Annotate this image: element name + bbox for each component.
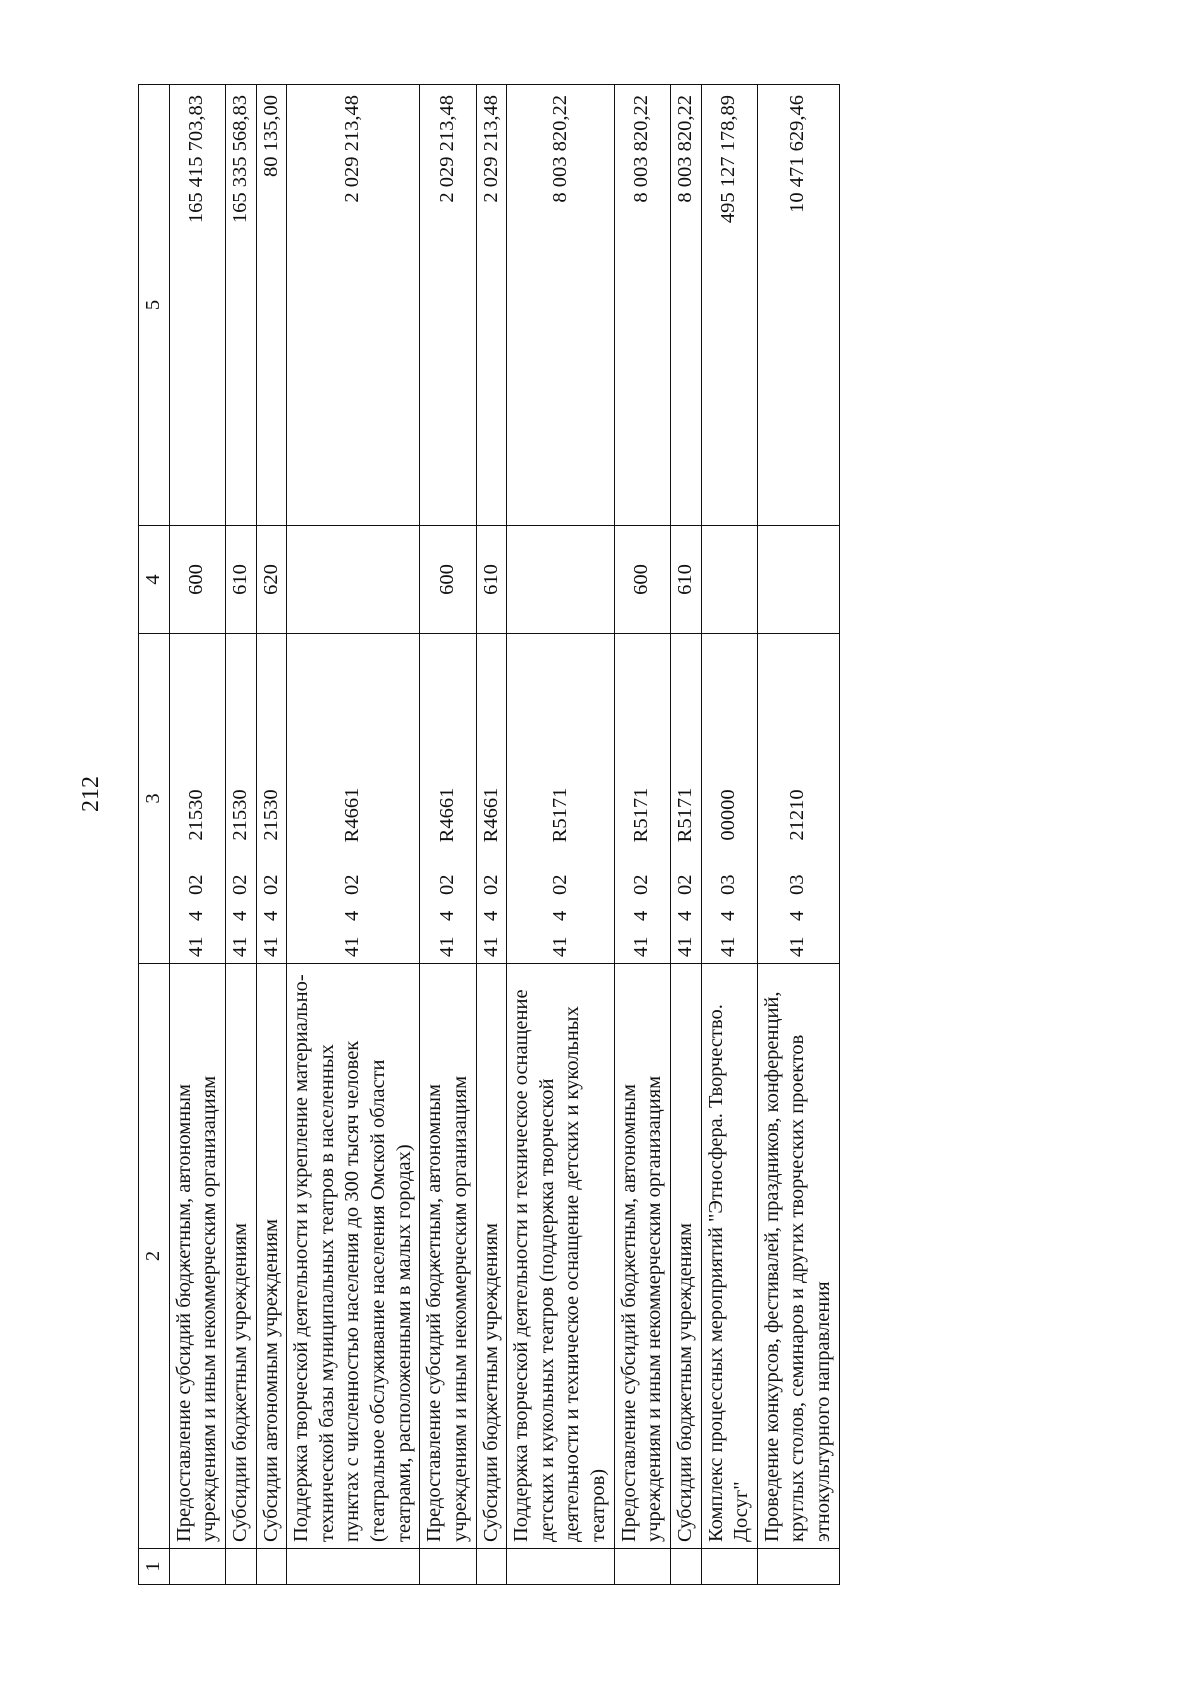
header-col-3: 3 bbox=[139, 634, 170, 964]
table-row bbox=[287, 85, 420, 1585]
code-part: 21530 bbox=[259, 789, 282, 841]
cell-number bbox=[701, 1549, 757, 1585]
code-part: R4661 bbox=[341, 787, 364, 843]
code-part: 41 bbox=[548, 936, 571, 957]
budget-table-container bbox=[138, 85, 976, 1585]
header-col-1: 1 bbox=[139, 1549, 170, 1585]
cell-amount: 10 471 629,46 bbox=[757, 85, 839, 526]
code-part: R4661 bbox=[479, 787, 502, 843]
table-header-row bbox=[139, 85, 170, 1585]
cell-name: Комплекс процессных мероприятий "Этносфера. Творчество. Досуг" bbox=[701, 964, 757, 1549]
header-col-5: 5 bbox=[139, 85, 170, 526]
code-part: 41 bbox=[259, 936, 282, 957]
cell-code bbox=[614, 634, 670, 964]
code-part: 4 bbox=[717, 910, 740, 921]
cell-expense-type: 600 bbox=[169, 526, 225, 634]
code-part: 4 bbox=[786, 910, 809, 921]
code-part: 02 bbox=[341, 874, 364, 895]
cell-code bbox=[507, 634, 615, 964]
code-part: R5171 bbox=[630, 787, 653, 843]
code-part: 02 bbox=[479, 874, 502, 895]
code-part: 02 bbox=[630, 874, 653, 895]
code-part: 02 bbox=[436, 874, 459, 895]
table-row bbox=[507, 85, 615, 1585]
cell-amount: 80 135,00 bbox=[256, 85, 287, 526]
code-part: 4 bbox=[548, 910, 571, 921]
code-part: 02 bbox=[673, 874, 696, 895]
code-part: R5171 bbox=[548, 787, 571, 843]
cell-name: Поддержка творческой деятельности и укрепление материально-технической базы муниципальных театров в населенных пунктах с численностью населения до 300 тысяч человек (театральное обслуживание населения Омской области театрами, расположенными в малых городах) bbox=[287, 964, 420, 1549]
code-part: 02 bbox=[228, 874, 251, 895]
code-part: 02 bbox=[185, 874, 208, 895]
page-number: 212 bbox=[78, 776, 104, 812]
cell-name: Субсидии бюджетным учреждениям bbox=[225, 964, 256, 1549]
cell-amount: 165 415 703,83 bbox=[169, 85, 225, 526]
cell-name: Предоставление субсидий бюджетным, автономным учреждениям и иным некоммерческим организациям bbox=[614, 964, 670, 1549]
cell-code bbox=[225, 634, 256, 964]
code-part: 41 bbox=[673, 936, 696, 957]
cell-name: Субсидии бюджетным учреждениям bbox=[670, 964, 701, 1549]
header-col-4: 4 bbox=[139, 526, 170, 634]
code-part: 4 bbox=[185, 910, 208, 921]
cell-number bbox=[225, 1549, 256, 1585]
cell-code bbox=[169, 634, 225, 964]
cell-amount: 8 003 820,22 bbox=[670, 85, 701, 526]
code-part: 21530 bbox=[185, 789, 208, 841]
code-part: 41 bbox=[630, 936, 653, 957]
cell-code bbox=[256, 634, 287, 964]
code-part: 41 bbox=[185, 936, 208, 957]
code-part: 02 bbox=[259, 874, 282, 895]
code-part: R4661 bbox=[436, 787, 459, 843]
cell-number bbox=[670, 1549, 701, 1585]
cell-number bbox=[614, 1549, 670, 1585]
code-part: 41 bbox=[228, 936, 251, 957]
cell-code bbox=[476, 634, 507, 964]
cell-amount: 2 029 213,48 bbox=[420, 85, 476, 526]
cell-name: Субсидии бюджетным учреждениям bbox=[476, 964, 507, 1549]
code-part: 4 bbox=[228, 910, 251, 921]
cell-number bbox=[169, 1549, 225, 1585]
cell-expense-type bbox=[701, 526, 757, 634]
table-row bbox=[701, 85, 757, 1585]
cell-code bbox=[287, 634, 420, 964]
code-part: 03 bbox=[786, 874, 809, 895]
table-row bbox=[757, 85, 839, 1585]
code-part: 4 bbox=[479, 910, 502, 921]
table-row bbox=[256, 85, 287, 1585]
code-part: 4 bbox=[259, 910, 282, 921]
cell-amount: 8 003 820,22 bbox=[507, 85, 615, 526]
table-row bbox=[614, 85, 670, 1585]
cell-amount: 2 029 213,48 bbox=[476, 85, 507, 526]
cell-expense-type bbox=[757, 526, 839, 634]
cell-number bbox=[287, 1549, 420, 1585]
table-row bbox=[476, 85, 507, 1585]
cell-expense-type: 620 bbox=[256, 526, 287, 634]
cell-expense-type bbox=[507, 526, 615, 634]
cell-expense-type: 610 bbox=[670, 526, 701, 634]
table-row bbox=[670, 85, 701, 1585]
cell-code bbox=[757, 634, 839, 964]
code-part: 00000 bbox=[717, 789, 740, 841]
table-row bbox=[420, 85, 476, 1585]
code-part: 21530 bbox=[228, 789, 251, 841]
code-part: 4 bbox=[630, 910, 653, 921]
code-part: R5171 bbox=[673, 787, 696, 843]
cell-code bbox=[420, 634, 476, 964]
cell-name: Предоставление субсидий бюджетным, автономным учреждениям и иным некоммерческим организациям bbox=[420, 964, 476, 1549]
budget-table bbox=[138, 84, 840, 1585]
cell-name: Субсидии автономным учреждениям bbox=[256, 964, 287, 1549]
cell-expense-type: 600 bbox=[420, 526, 476, 634]
cell-number bbox=[256, 1549, 287, 1585]
cell-expense-type: 600 bbox=[614, 526, 670, 634]
cell-expense-type: 610 bbox=[476, 526, 507, 634]
table-row bbox=[169, 85, 225, 1585]
cell-amount: 495 127 178,89 bbox=[701, 85, 757, 526]
header-col-2: 2 bbox=[139, 964, 170, 1549]
cell-number bbox=[420, 1549, 476, 1585]
cell-name: Поддержка творческой деятельности и техническое оснащение детских и кукольных театров (поддержка творческой деятельности и техническое оснащение детских и кукольных театров) bbox=[507, 964, 615, 1549]
code-part: 41 bbox=[717, 936, 740, 957]
code-part: 41 bbox=[436, 936, 459, 957]
code-part: 41 bbox=[786, 936, 809, 957]
cell-expense-type: 610 bbox=[225, 526, 256, 634]
cell-expense-type bbox=[287, 526, 420, 634]
code-part: 02 bbox=[548, 874, 571, 895]
cell-code bbox=[670, 634, 701, 964]
code-part: 4 bbox=[436, 910, 459, 921]
code-part: 4 bbox=[673, 910, 696, 921]
cell-name: Предоставление субсидий бюджетным, автономным учреждениям и иным некоммерческим организациям bbox=[169, 964, 225, 1549]
cell-number bbox=[757, 1549, 839, 1585]
cell-code bbox=[701, 634, 757, 964]
cell-name: Проведение конкурсов, фестивалей, праздников, конференций, круглых столов, семинаров и других творческих проектов этнокультурного направления bbox=[757, 964, 839, 1549]
table-row bbox=[225, 85, 256, 1585]
cell-number bbox=[476, 1549, 507, 1585]
code-part: 4 bbox=[341, 910, 364, 921]
cell-amount: 8 003 820,22 bbox=[614, 85, 670, 526]
code-part: 41 bbox=[341, 936, 364, 957]
cell-amount: 2 029 213,48 bbox=[287, 85, 420, 526]
code-part: 21210 bbox=[786, 789, 809, 841]
cell-amount: 165 335 568,83 bbox=[225, 85, 256, 526]
code-part: 03 bbox=[717, 874, 740, 895]
cell-number bbox=[507, 1549, 615, 1585]
code-part: 41 bbox=[479, 936, 502, 957]
